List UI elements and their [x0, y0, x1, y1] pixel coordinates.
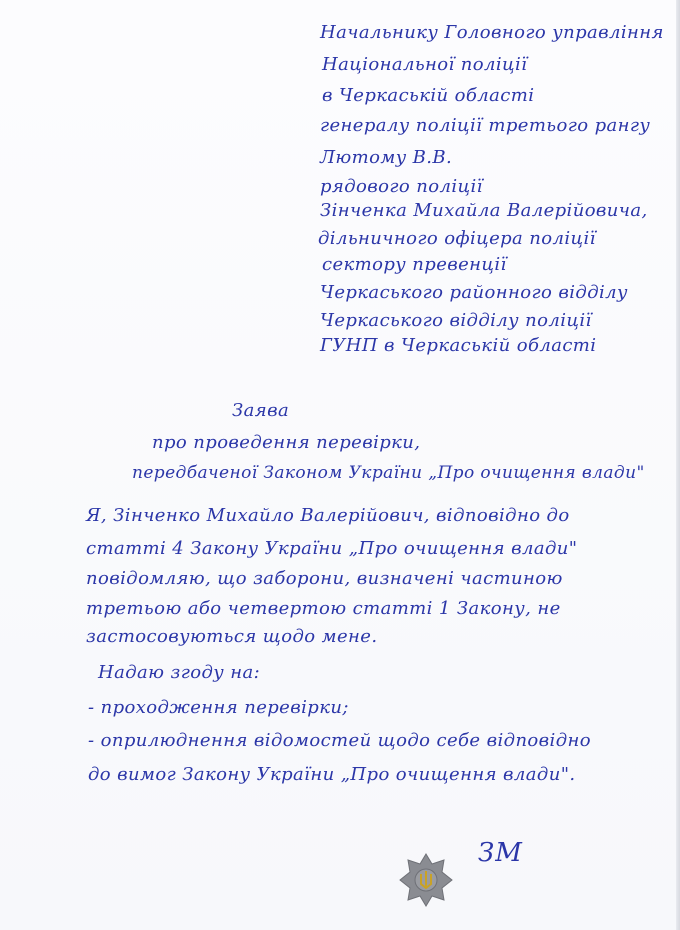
paragraph-line: Я, Зінченко Михайло Валерійович, відповідно до: [86, 505, 570, 526]
consent-line: до вимог Закону України „Про очищення влади".: [88, 764, 576, 785]
addressee-line: Начальнику Головного управління: [320, 22, 664, 43]
addressee-line: рядового поліції: [320, 176, 483, 197]
paragraph-line: статті 4 Закону України „Про очищення влади": [86, 538, 578, 559]
paragraph-line: третьою або четвертою статті 1 Закону, не: [86, 598, 561, 619]
addressee-line: Черкаського районного відділу: [320, 282, 628, 303]
addressee-line: сектору превенції: [322, 254, 507, 275]
subtitle-line: про проведення перевірки,: [152, 432, 421, 453]
addressee-line: генералу поліції третього рангу: [320, 115, 651, 136]
subtitle-line: передбаченої Законом України „Про очищення влади": [132, 463, 645, 483]
paragraph-line: застосовуються щодо мене.: [86, 626, 378, 647]
handwritten-signature: ЗМ: [478, 838, 523, 868]
document-title: Заява: [232, 400, 290, 421]
addressee-line: Зінченка Михайла Валерійовича,: [320, 200, 648, 221]
page-edge: [676, 0, 680, 930]
addressee-line: дільничного офіцера поліції: [318, 228, 596, 249]
addressee-line: ГУНП в Черкаській області: [320, 335, 597, 356]
police-emblem-icon: [398, 852, 454, 908]
consent-line: Надаю згоду на:: [98, 662, 261, 683]
addressee-line: Лютому В.В.: [320, 147, 453, 168]
addressee-line: Черкаського відділу поліції: [320, 310, 592, 331]
addressee-line: Національної поліції: [322, 54, 528, 75]
consent-line: - оприлюднення відомостей щодо себе відповідно: [88, 730, 592, 751]
paragraph-line: повідомляю, що заборони, визначені частиною: [86, 568, 563, 589]
consent-line: - проходження перевірки;: [88, 697, 349, 718]
addressee-line: в Черкаській області: [322, 85, 535, 106]
